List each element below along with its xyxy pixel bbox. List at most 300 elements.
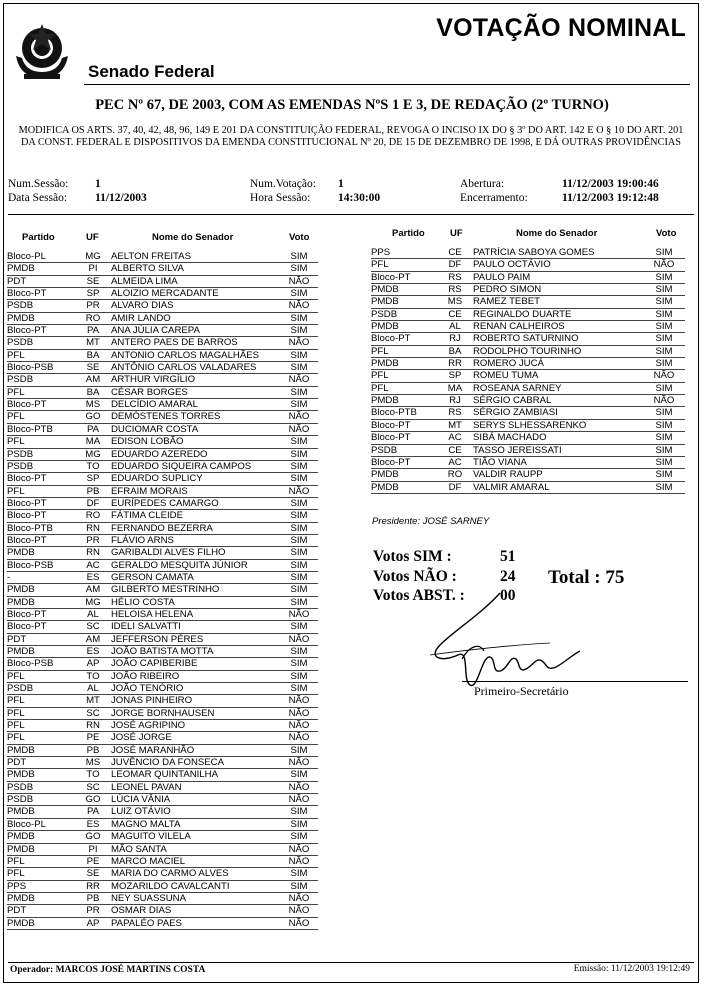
vote-cell: SIM: [290, 288, 308, 300]
table-row: [7, 794, 318, 806]
table-row: [371, 333, 685, 345]
table-row: [7, 671, 318, 683]
table-row: [7, 411, 318, 423]
senator-name-cell: GARIBALDI ALVES FILHO: [111, 547, 226, 559]
vote-cell: SIM: [655, 419, 673, 431]
vote-cell: SIM: [290, 534, 308, 546]
party-cell: Bloco-PT: [371, 456, 411, 468]
uf-cell: PR: [86, 905, 100, 917]
senator-name-cell: EDISON LOBÃO: [111, 436, 184, 448]
table-row: [7, 782, 318, 794]
uf-cell: ES: [86, 818, 100, 830]
senator-name-cell: SIBÁ MACHADO: [473, 432, 547, 444]
party-cell: PFL: [7, 349, 25, 361]
party-cell: Bloco-PT: [371, 419, 411, 431]
party-cell: PMDB: [7, 769, 35, 781]
senator-name-cell: NEY SUASSUNA: [111, 892, 186, 904]
senator-name-cell: IDELI SALVATTI: [111, 621, 181, 633]
document-title: VOTAÇÃO NOMINAL: [436, 14, 686, 42]
uf-cell: AP: [86, 917, 100, 929]
table-row: [371, 247, 685, 259]
vote-cell: SIM: [655, 308, 673, 320]
uf-cell: RR: [86, 880, 100, 892]
senator-name-cell: RODOLPHO TOURINHO: [473, 345, 582, 357]
senator-name-cell: EDUARDO SUPLICY: [111, 473, 203, 485]
uf-cell: BA: [448, 345, 462, 357]
party-cell: PMDB: [371, 481, 399, 493]
party-cell: PFL: [7, 386, 25, 398]
senator-name-cell: EDUARDO AZEREDO: [111, 448, 208, 460]
vote-cell: NÃO: [288, 411, 310, 423]
vote-cell: SIM: [290, 547, 308, 559]
senator-name-cell: MAGNO MALTA: [111, 818, 181, 830]
vote-cell: SIM: [290, 362, 308, 374]
senator-name-cell: ROMEU TUMA: [473, 370, 539, 382]
senator-name-cell: LÚCIA VÂNIA: [111, 794, 171, 806]
vote-cell: SIM: [655, 444, 673, 456]
votos-nao-value: 24: [500, 568, 516, 585]
party-cell: PSDB: [7, 374, 34, 386]
senator-name-cell: JOSÉ JORGE: [111, 732, 172, 744]
senator-name-cell: FÁTIMA CLEIDE: [111, 510, 183, 522]
table-row: [371, 370, 685, 382]
vote-cell: SIM: [290, 868, 308, 880]
uf-cell: PR: [86, 534, 100, 546]
vote-cell: NÃO: [288, 892, 310, 904]
party-cell: Bloco-PTB: [7, 522, 53, 534]
table-row: [7, 251, 318, 263]
uf-cell: RO: [85, 510, 101, 522]
left-vote-table: [7, 251, 318, 930]
table-row: [7, 757, 318, 769]
encerramento-value: 11/12/2003 19:12:48: [562, 192, 659, 204]
table-row: [7, 683, 318, 695]
table-row: [7, 498, 318, 510]
senator-name-cell: DEMÓSTENES TORRES: [111, 411, 221, 423]
uf-cell: PE: [86, 855, 100, 867]
senator-name-cell: LEONEL PAVAN: [111, 781, 182, 793]
vote-cell: SIM: [290, 522, 308, 534]
vote-cell: SIM: [655, 456, 673, 468]
right-col-partido: Partido: [392, 228, 425, 239]
senator-name-cell: GERALDO MESQUITA JÚNIOR: [111, 559, 248, 571]
party-cell: Bloco-PT: [7, 473, 47, 485]
votos-sim-label: Votos SIM :: [373, 548, 452, 565]
party-cell: PMDB: [7, 596, 35, 608]
uf-cell: MS: [447, 296, 463, 308]
party-cell: PMDB: [7, 646, 35, 657]
table-row: [7, 560, 318, 572]
vote-cell: SIM: [290, 831, 308, 843]
vote-cell: SIM: [655, 321, 673, 333]
vote-cell: SIM: [655, 432, 673, 444]
party-cell: Bloco-PT: [7, 399, 47, 411]
party-cell: PFL: [371, 345, 389, 357]
uf-cell: AM: [85, 633, 101, 645]
num-votacao-value: 1: [338, 178, 344, 190]
vote-cell: SIM: [655, 345, 673, 357]
senator-name-cell: MÃO SANTA: [111, 843, 167, 855]
uf-cell: PA: [86, 806, 100, 818]
vote-cell: SIM: [290, 349, 308, 361]
vote-cell: SIM: [290, 621, 308, 633]
uf-cell: PR: [86, 300, 100, 312]
vote-cell: SIM: [290, 263, 308, 275]
table-row: [7, 597, 318, 609]
right-col-nome: Nome do Senador: [516, 228, 598, 239]
uf-cell: RN: [86, 547, 100, 559]
vote-cell: SIM: [655, 358, 673, 370]
table-row: [371, 321, 685, 333]
footer-rule: [8, 962, 694, 963]
vote-cell: NÃO: [288, 275, 310, 287]
party-cell: PMDB: [371, 321, 399, 333]
vote-cell: SIM: [290, 448, 308, 460]
party-cell: Bloco-PTB: [7, 423, 53, 435]
uf-cell: GO: [85, 794, 101, 806]
vote-cell: SIM: [655, 247, 673, 258]
uf-cell: MS: [85, 757, 101, 769]
uf-cell: RR: [448, 358, 462, 370]
uf-cell: SP: [86, 288, 100, 300]
senator-name-cell: PAPALÉO PAES: [111, 917, 182, 929]
vote-cell: SIM: [290, 473, 308, 485]
uf-cell: PB: [86, 744, 100, 756]
num-votacao-label: Num.Votação:: [250, 178, 316, 190]
senator-name-cell: GERSON CAMATA: [111, 571, 194, 583]
table-row: [371, 395, 685, 407]
party-cell: Bloco-PT: [7, 497, 47, 509]
senator-name-cell: EDUARDO SIQUEIRA CAMPOS: [111, 460, 252, 472]
senator-name-cell: PAULO PAIM: [473, 271, 531, 283]
party-cell: -: [7, 571, 11, 583]
left-col-nome: Nome do Senador: [152, 232, 234, 243]
table-row: [7, 732, 318, 744]
party-cell: Bloco-PSB: [7, 362, 54, 374]
senator-name-cell: ALVARO DIAS: [111, 300, 174, 312]
senator-name-cell: JOÃO RIBEIRO: [111, 670, 180, 682]
senator-name-cell: ALBERTO SILVA: [111, 263, 184, 275]
table-row: [7, 350, 318, 362]
uf-cell: AL: [87, 608, 99, 620]
uf-cell: RS: [448, 271, 462, 283]
vote-cell: SIM: [290, 670, 308, 682]
table-row: [7, 510, 318, 522]
party-cell: Bloco-PT: [371, 432, 411, 444]
encerramento-label: Encerramento:: [460, 192, 528, 204]
uf-cell: SC: [86, 707, 100, 719]
party-cell: PMDB: [7, 584, 35, 596]
uf-cell: PA: [86, 423, 100, 435]
uf-cell: AL: [87, 683, 99, 695]
uf-cell: AC: [448, 456, 462, 468]
uf-cell: SE: [86, 275, 100, 287]
table-row: [7, 461, 318, 473]
uf-cell: RS: [448, 284, 462, 296]
uf-cell: CE: [448, 247, 462, 258]
party-cell: Bloco-PSB: [7, 559, 54, 571]
party-cell: PPS: [7, 880, 27, 892]
left-col-uf: UF: [86, 232, 99, 243]
senator-name-cell: ANTÔNIO CARLOS VALADARES: [111, 362, 257, 374]
table-row: [7, 745, 318, 757]
vote-cell: SIM: [290, 880, 308, 892]
party-cell: PFL: [371, 382, 389, 394]
vote-cell: SIM: [290, 497, 308, 509]
vote-cell: NÃO: [288, 485, 310, 497]
uf-cell: PB: [86, 485, 100, 497]
uf-cell: PE: [86, 732, 100, 744]
hora-sessao-label: Hora Sessão:: [250, 192, 311, 204]
table-row: [7, 844, 318, 856]
party-cell: PMDB: [7, 831, 35, 843]
senator-name-cell: TASSO JEREISSATI: [473, 444, 562, 456]
table-row: [7, 523, 318, 535]
table-row: [7, 868, 318, 880]
vote-cell: NÃO: [288, 794, 310, 806]
party-cell: PMDB: [7, 892, 35, 904]
senator-name-cell: MOZARILDO CAVALCANTI: [111, 880, 230, 892]
table-row: [7, 893, 318, 905]
vote-cell: SIM: [290, 658, 308, 670]
table-row: [7, 658, 318, 670]
uf-cell: AP: [86, 658, 100, 670]
uf-cell: RJ: [449, 333, 461, 345]
vote-cell: SIM: [655, 469, 673, 481]
uf-cell: DF: [448, 259, 462, 271]
vote-cell: NÃO: [288, 337, 310, 349]
uf-cell: SP: [448, 370, 462, 382]
vote-cell: NÃO: [288, 732, 310, 744]
vote-cell: SIM: [655, 481, 673, 493]
senator-name-cell: JOÃO TENÓRIO: [111, 683, 184, 695]
vote-cell: SIM: [290, 510, 308, 522]
ementa-text: MODIFICA OS ARTS. 37, 40, 42, 48, 96, 149 E 201 DA CONSTITUIÇÃO FEDERAL, REVOGA O INCISO IX DO § 3º DO ART. 142 E O § 10 DO ART. 201 DA CONST. FEDERAL E DISPOSITIVOS DA EMENDA CONSTITUCIONAL Nº 20, DE 15 DE DEZEMBRO DE 1998, E DÁ OUTRAS PROVIDÊNCIAS: [18, 125, 684, 148]
party-cell: PMDB: [7, 843, 35, 855]
vote-cell: SIM: [290, 744, 308, 756]
senator-name-cell: AMIR LANDO: [111, 312, 171, 324]
senator-name-cell: ALMEIDA LIMA: [111, 275, 178, 287]
vote-cell: NÃO: [288, 695, 310, 707]
senator-name-cell: RAMEZ TEBET: [473, 296, 540, 308]
senator-name-cell: RENAN CALHEIROS: [473, 321, 565, 333]
party-cell: PFL: [371, 259, 389, 271]
senator-name-cell: JORGE BORNHAUSEN: [111, 707, 215, 719]
senator-name-cell: SÉRGIO ZAMBIASI: [473, 407, 558, 419]
uf-cell: GO: [85, 831, 101, 843]
uf-cell: TO: [86, 460, 100, 472]
party-cell: Bloco-PT: [7, 534, 47, 546]
table-row: [7, 720, 318, 732]
party-cell: PSDB: [7, 448, 34, 460]
uf-cell: MG: [85, 596, 101, 608]
party-cell: Bloco-PT: [371, 333, 411, 345]
uf-cell: PI: [88, 263, 98, 275]
table-row: [371, 457, 685, 469]
party-cell: PSDB: [7, 337, 34, 349]
table-row: [7, 831, 318, 843]
party-cell: PMDB: [7, 744, 35, 756]
senator-name-cell: JUVÊNCIO DA FONSECA: [111, 757, 225, 769]
senator-name-cell: SÉRGIO CABRAL: [473, 395, 552, 407]
senator-name-cell: JOÃO BATISTA MOTTA: [111, 646, 214, 657]
left-col-voto: Voto: [289, 232, 310, 243]
party-cell: PDT: [7, 633, 27, 645]
party-cell: PMDB: [7, 547, 35, 559]
vote-cell: SIM: [290, 436, 308, 448]
table-row: [7, 424, 318, 436]
party-cell: PMDB: [371, 284, 399, 296]
party-cell: PFL: [7, 707, 25, 719]
vote-cell: NÃO: [288, 707, 310, 719]
vote-cell: NÃO: [288, 855, 310, 867]
uf-cell: AC: [86, 559, 100, 571]
uf-cell: RO: [85, 312, 101, 324]
vote-cell: SIM: [290, 559, 308, 571]
header-rule: [84, 84, 690, 85]
vote-cell: SIM: [655, 284, 673, 296]
num-sessao-value: 1: [95, 178, 101, 190]
table-row: [7, 918, 318, 930]
table-row: [7, 695, 318, 707]
table-row: [7, 276, 318, 288]
uf-cell: MA: [447, 382, 463, 394]
vote-cell: SIM: [655, 271, 673, 283]
uf-cell: MA: [85, 436, 101, 448]
signature-line: [462, 681, 688, 682]
table-row: [371, 284, 685, 296]
uf-cell: GO: [85, 411, 101, 423]
party-cell: PMDB: [7, 263, 35, 275]
uf-cell: PI: [88, 843, 98, 855]
senator-name-cell: LEOMAR QUINTANILHA: [111, 769, 218, 781]
party-cell: PFL: [7, 485, 25, 497]
table-row: [7, 337, 318, 349]
uf-cell: RO: [447, 469, 463, 481]
uf-cell: SE: [86, 362, 100, 374]
vote-cell: SIM: [290, 460, 308, 472]
party-cell: PFL: [371, 370, 389, 382]
table-row: [7, 374, 318, 386]
left-col-partido: Partido: [22, 232, 55, 243]
party-cell: Bloco-PTB: [371, 407, 417, 419]
vote-cell: SIM: [290, 571, 308, 583]
vote-cell: NÃO: [288, 843, 310, 855]
uf-cell: AL: [449, 321, 461, 333]
uf-cell: RN: [86, 720, 100, 732]
table-row: [7, 486, 318, 498]
party-cell: PMDB: [371, 395, 399, 407]
table-row: [7, 609, 318, 621]
vote-cell: SIM: [655, 407, 673, 419]
handwritten-signature: [400, 585, 590, 695]
uf-cell: TO: [86, 670, 100, 682]
vote-cell: SIM: [655, 333, 673, 345]
uf-cell: MS: [85, 399, 101, 411]
right-vote-table: [371, 247, 685, 494]
uf-cell: AC: [448, 432, 462, 444]
uf-cell: CE: [448, 308, 462, 320]
uf-cell: MG: [85, 448, 101, 460]
table-row: [371, 358, 685, 370]
brazil-coat-of-arms-icon: [10, 20, 74, 84]
table-row: [7, 621, 318, 633]
votos-abst-label: Votos ABST. :: [373, 587, 465, 604]
right-col-voto: Voto: [656, 228, 677, 239]
party-cell: PFL: [7, 695, 25, 707]
party-cell: Bloco-PT: [7, 288, 47, 300]
senator-name-cell: JOSÉ AGRIPINO: [111, 720, 186, 732]
uf-cell: MT: [86, 695, 100, 707]
senator-name-cell: LUIZ OTÁVIO: [111, 806, 171, 818]
party-cell: Bloco-PL: [7, 251, 46, 262]
vote-cell: NÃO: [653, 370, 675, 382]
table-row: [7, 288, 318, 300]
table-row: [371, 383, 685, 395]
table-row: [7, 436, 318, 448]
uf-cell: SC: [86, 781, 100, 793]
party-cell: PSDB: [7, 460, 34, 472]
party-cell: PFL: [7, 436, 25, 448]
senator-name-cell: ANTERO PAES DE BARROS: [111, 337, 238, 349]
vote-cell: NÃO: [288, 720, 310, 732]
senator-name-cell: ARTHUR VIRGÍLIO: [111, 374, 196, 386]
table-row: [7, 572, 318, 584]
party-cell: PSDB: [7, 794, 34, 806]
party-cell: PSDB: [371, 444, 398, 456]
party-cell: PFL: [7, 411, 25, 423]
table-row: [7, 769, 318, 781]
vote-cell: SIM: [290, 646, 308, 657]
uf-cell: AM: [85, 374, 101, 386]
senator-name-cell: AELTON FREITAS: [111, 251, 191, 262]
uf-cell: RS: [448, 407, 462, 419]
table-row: [7, 547, 318, 559]
uf-cell: RJ: [449, 395, 461, 407]
party-cell: PFL: [7, 670, 25, 682]
vote-cell: NÃO: [288, 423, 310, 435]
party-cell: PMDB: [7, 917, 35, 929]
table-row: [7, 362, 318, 374]
party-cell: Bloco-PT: [7, 325, 47, 337]
uf-cell: BA: [86, 349, 100, 361]
senator-name-cell: PAULO OCTÁVIO: [473, 259, 551, 271]
party-cell: Bloco-PT: [7, 608, 47, 620]
vote-cell: NÃO: [288, 633, 310, 645]
party-cell: PMDB: [371, 358, 399, 370]
vote-cell: NÃO: [653, 395, 675, 407]
senator-name-cell: HÉLIO COSTA: [111, 596, 175, 608]
senator-name-cell: VALDIR RAUPP: [473, 469, 543, 481]
vote-cell: SIM: [290, 325, 308, 337]
table-row: [371, 407, 685, 419]
votos-sim-value: 51: [500, 548, 516, 565]
data-sessao-label: Data Sessão:: [8, 192, 68, 204]
party-cell: PSDB: [7, 683, 34, 695]
presidente-line: Presidente: JOSÉ SARNEY: [372, 516, 490, 527]
party-cell: PMDB: [371, 469, 399, 481]
senator-name-cell: ANA JÚLIA CAREPA: [111, 325, 200, 337]
vote-cell: NÃO: [288, 781, 310, 793]
table-row: [371, 482, 685, 494]
table-row: [7, 708, 318, 720]
table-row: [371, 420, 685, 432]
vote-cell: SIM: [290, 769, 308, 781]
table-row: [371, 272, 685, 284]
party-cell: PSDB: [371, 308, 398, 320]
party-cell: Bloco-PT: [371, 271, 411, 283]
senator-name-cell: PEDRO SIMON: [473, 284, 542, 296]
